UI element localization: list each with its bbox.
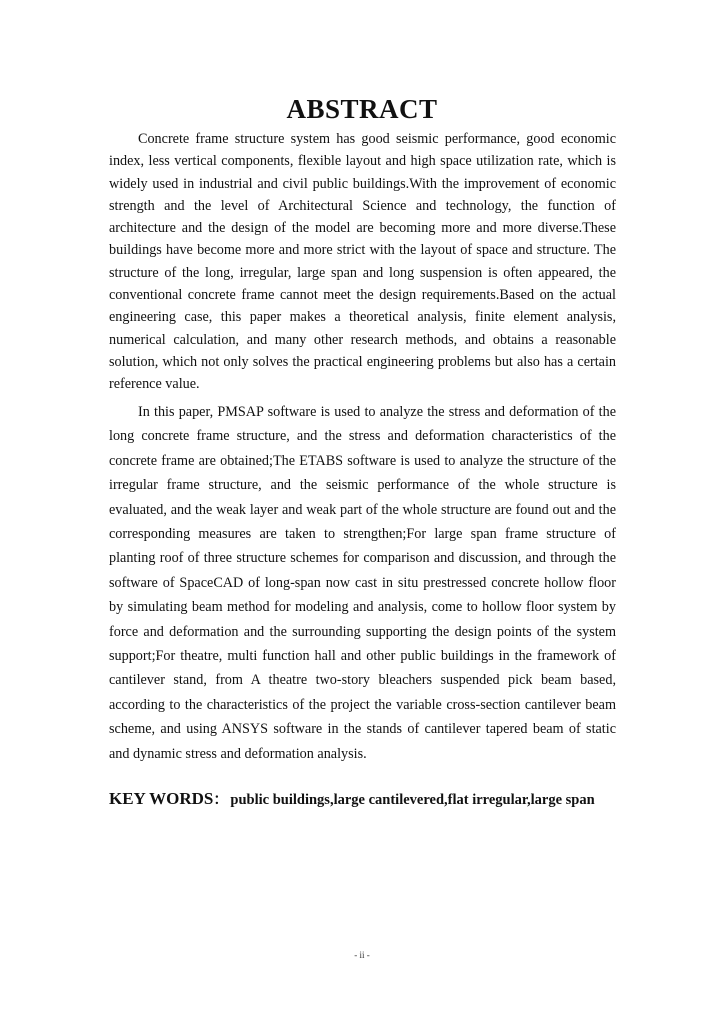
page-number: - ii - <box>354 950 370 960</box>
abstract-paragraph-2: In this paper, PMSAP software is used to analyze the stress and deformation of the long concrete frame structure, and the stress and deformation characteristics of the concrete frame are obtained;The ETABS software is used to analyze the structure of the irregular frame structure, and the seismic performance of the whole structure is evaluated, and the weak layer and weak part of the whole structure are found out and the corresponding measures are taken to strengthen;For large span frame structure of planting roof of three structure schemes for comparison and discussion, and through the software of SpaceCAD of long-span now cast in situ prestressed concrete hollow floor by simulating beam method for modeling and analysis, come to hollow floor system by force and deformation and the surrounding supporting the design points of the system support;For theatre, multi function hall and other public buildings in the framework of cantilever stand, from A theatre two-story bleachers suspended pick beam based, according to the characteristics of the project the variable cross-section cantilever beam scheme, and using ANSYS software in the stands of cantilever tapered beam of static and dynamic stress and deformation analysis. <box>109 404 616 762</box>
keywords-label: KEY WORDS <box>109 789 214 808</box>
abstract-title: ABSTRACT <box>286 94 438 124</box>
keywords-values: public buildings,large cantilevered,flat irregular,large span <box>230 792 595 808</box>
keywords-line <box>109 788 669 809</box>
abstract-paragraph-1: Concrete frame structure system has good seismic performance, good economic index, less vertical components, flexible layout and high space utilization rate, which is widely used in industrial and civil public buildings.With the improvement of economic strength and the level of Architectural Science and technology, the function of architecture and the design of the model are becoming more and more diverse.These buildings have become more and more strict with the layout of space and structure. The structure of the long, irregular, large span and long suspension is often appeared, the conventional concrete frame cannot meet the design requirements.Based on the actual engineering case, this paper makes a theoretical analysis, finite element analysis, numerical calculation, and many other research methods, and obtains a reasonable solution, which not only solves the practical engineering problems but also has a certain reference value. <box>109 131 616 393</box>
keywords-separator: ： <box>213 792 229 808</box>
